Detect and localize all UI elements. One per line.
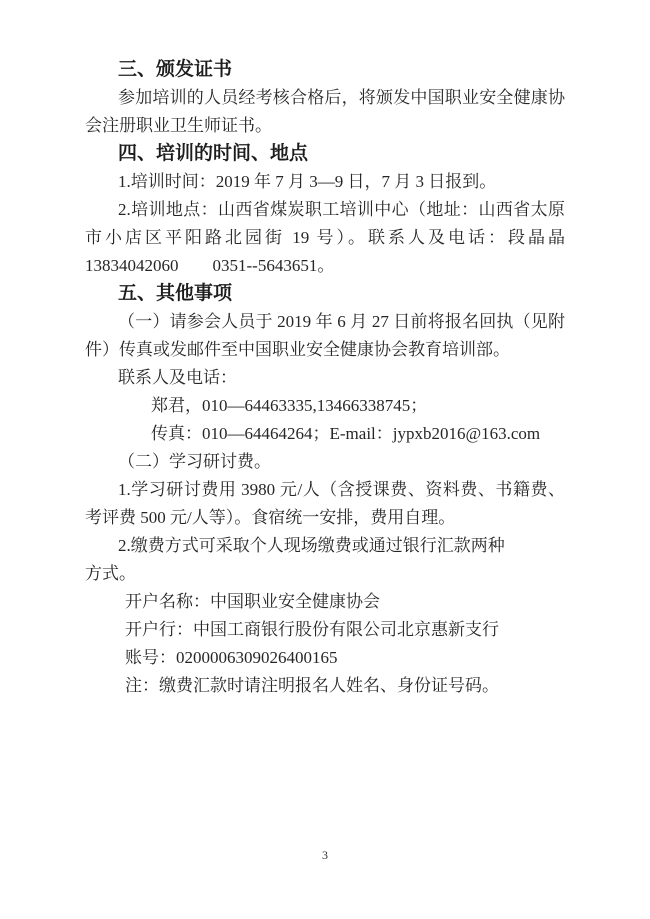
text-line: 13834042060 0351--5643651。 (85, 256, 335, 275)
text-line: 联系人及电话： (118, 368, 237, 387)
text-line: 2.培训地点：山西省煤炭职工培训中心（地址：山西省太原 (118, 200, 565, 219)
text-line: （二）学习研讨费。 (118, 452, 271, 471)
text-line: 郑君，010—64463335,13466338745； (151, 396, 428, 415)
text-line: 1.培训时间：2019 年 7 月 3—9 日，7 月 3 日报到。 (118, 172, 497, 191)
text-line: 2.缴费方式可采取个人现场缴费或通过银行汇款两种 (118, 536, 505, 555)
text-line: 市小店区平阳路北园街 19 号）。联系人及电话：段晶晶 (85, 228, 565, 247)
text-line: 考评费 500 元/人等）。食宿统一安排，费用自理。 (85, 508, 456, 527)
text-line: 传真：010—64464264；E-mail：jypxb2016@163.com (151, 424, 541, 443)
text-line: 注：缴费汇款时请注明报名人姓名、身份证号码。 (125, 676, 499, 695)
text-line: 会注册职业卫生师证书。 (85, 116, 272, 135)
section-heading: 五、其他事项 (118, 283, 233, 304)
section-heading: 三、颁发证书 (118, 59, 233, 80)
text-line: 开户名称：中国职业安全健康协会 (125, 592, 380, 611)
text-line: 开户行：中国工商银行股份有限公司北京惠新支行 (125, 620, 499, 639)
text-line: 账号：0200006309026400165 (125, 648, 338, 667)
text-line: （一）请参会人员于 2019 年 6 月 27 日前将报名回执（见附 (118, 312, 565, 331)
text-line: 参加培训的人员经考核合格后，将颁发中国职业安全健康协 (118, 88, 565, 107)
section-heading: 四、培训的时间、地点 (118, 143, 309, 164)
document-body (85, 56, 565, 700)
text-line: 方式。 (85, 564, 136, 583)
page-number: 3 (322, 848, 328, 862)
text-line: 1.学习研讨费用 3980 元/人（含授课费、资料费、书籍费、 (118, 480, 565, 499)
text-line: 件）传真或发邮件至中国职业安全健康协会教育培训部。 (85, 340, 510, 359)
